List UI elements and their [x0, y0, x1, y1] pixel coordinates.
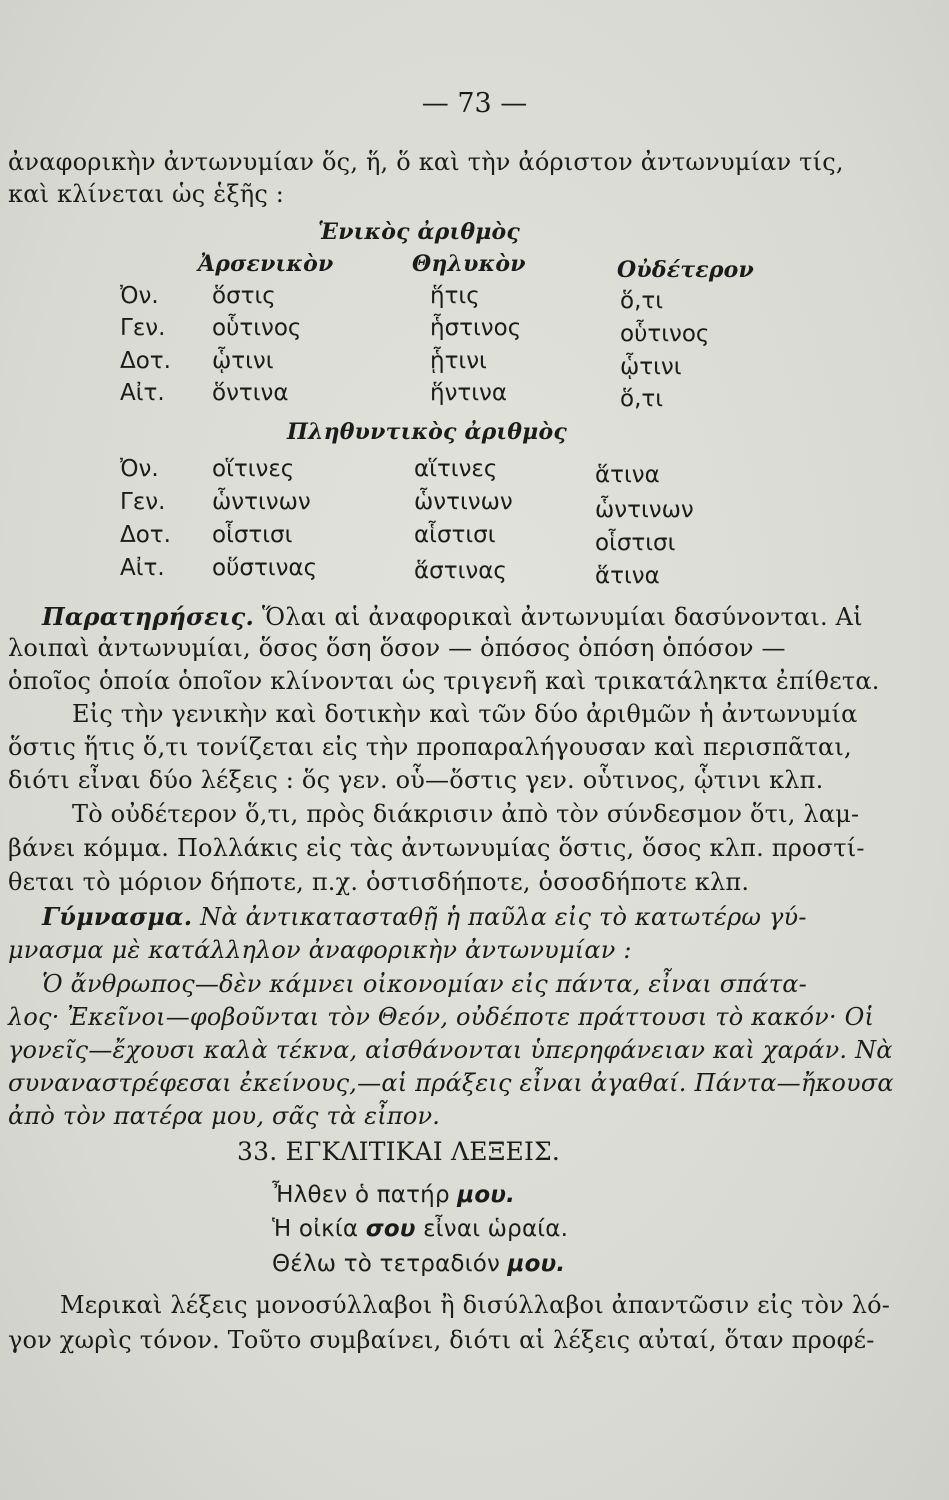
remarks-line-1 — [42, 602, 863, 631]
remarks-line-6: διότι εἶναι δύο λέξεις : ὅς γεν. οὗ—ὅστις γεν. οὗτινος, ᾧτινι κλπ. — [8, 766, 824, 794]
exercise-line-5: γονεῖς—ἔχουσι καλὰ τέκνα, αἰσθάνονται ὑπερηφάνειαν καὶ χαράν. Νὰ — [8, 1036, 893, 1064]
remarks-line-5: ὅστις ἥτις ὅ,τι τονίζεται εἰς τὴν προπαραλήγουσαν καὶ περισπᾶται, — [8, 733, 852, 761]
remarks-line-9: θεται τὸ μόριον δήποτε, π.χ. ὁστισδήποτε, ὁσοσδήποτε κλπ. — [8, 868, 750, 896]
remarks-line-2: λοιπαὶ ἀντωνυμίαι, ὅσος ὅση ὅσον — ὁπόσος ὁπόση ὁπόσον — — [8, 634, 786, 662]
example-2-enclitic: σου — [365, 1216, 416, 1242]
sg-nom-masc: ὅστις — [212, 283, 276, 309]
sg-dat-case: Δοτ. — [120, 348, 171, 374]
header-neuter: Οὐδέτερον — [617, 257, 755, 283]
pl-dat-fem: αἷστισι — [414, 522, 496, 548]
remarks-line-1-text: Ὅλαι αἱ ἀναφορικαὶ ἀντωνυμίαι δασύνονται. Αἱ — [261, 603, 863, 631]
example-2-text: Ἡ οἰκία — [272, 1216, 366, 1242]
pl-nom-masc: οἵτινες — [212, 456, 295, 482]
pl-dat-neut: οἷστισι — [595, 530, 676, 556]
pl-nom-neut: ἅτινα — [595, 462, 660, 488]
section-title: 33. ΕΓΚΛΙΤΙΚΑΙ ΛΕΞΕΙΣ. — [237, 1137, 561, 1166]
pl-nom-fem: αἵτινες — [414, 456, 498, 482]
remarks-label: Παρατηρήσεις. — [42, 602, 255, 631]
remarks-line-4: Εἰς τὴν γενικὴν καὶ δοτικὴν καὶ τῶν δύο ἀριθμῶν ἡ ἀντωνυμία — [72, 700, 858, 728]
example-3-enclitic: μου. — [507, 1251, 566, 1277]
exercise-line-1 — [42, 902, 807, 931]
closing-line-1: Μερικαὶ λέξεις μονοσύλλαβοι ἢ δισύλλαβοι ἀπαντῶσιν εἰς τὸν λό- — [60, 1291, 891, 1319]
sg-gen-case: Γεν. — [120, 315, 166, 341]
sg-nom-case: Ὀν. — [120, 283, 159, 309]
sg-dat-fem: ᾗτινι — [430, 348, 487, 374]
remarks-line-7: Τὸ οὐδέτερον ὅ,τι, πρὸς διάκρισιν ἀπὸ τὸν σύνδεσμον ὅτι, λαμ- — [72, 800, 860, 828]
exercise-line-4: λος· Ἐκεῖνοι—φοβοῦνται τὸν Θεόν, οὐδέποτε πράττουσι τὸ κακόν· Οἱ — [8, 1003, 875, 1031]
example-1 — [272, 1182, 515, 1208]
exercise-line-7: ἀπὸ τὸν πατέρα μου, σᾶς τὰ εἶπον. — [8, 1102, 441, 1130]
example-1-enclitic: μου. — [457, 1182, 516, 1208]
intro-line-1: ἀναφορικὴν ἀντωνυμίαν ὅς, ἥ, ὅ καὶ τὴν ἀόριστον ἀντωνυμίαν τίς, — [8, 148, 844, 176]
pl-dat-case: Δοτ. — [120, 522, 171, 548]
page-number: — 73 — — [421, 88, 528, 119]
example-1-text: Ἦλθεν ὁ πατήρ — [272, 1182, 458, 1208]
sg-acc-neut: ὅ,τι — [620, 386, 664, 412]
pl-nom-case: Ὀν. — [120, 456, 159, 482]
example-2-text-end: εἶναι ὡραία. — [415, 1216, 569, 1242]
example-3-text: Θέλω τὸ τετραδιόν — [272, 1251, 508, 1277]
pl-dat-masc: οἷστισι — [212, 522, 293, 548]
sg-gen-neut: οὗτινος — [620, 321, 710, 347]
example-3 — [272, 1251, 565, 1277]
header-feminine: Θηλυκὸν — [412, 251, 526, 277]
plural-heading: Πληθυντικὸς ἀριθμὸς — [287, 419, 567, 445]
example-2 — [272, 1216, 568, 1242]
exercise-label: Γύμνασμα. — [42, 902, 193, 931]
sg-dat-neut: ᾧτινι — [620, 354, 682, 380]
pl-gen-neut: ὧντινων — [595, 497, 694, 523]
pl-acc-masc: οὕστινας — [212, 555, 318, 581]
exercise-line-6: συναναστρέφεσαι ἐκείνους,—αἱ πράξεις εἶναι ἀγαθαί. Πάντα—ἤκουσα — [8, 1069, 894, 1097]
exercise-line-2: μνασμα μὲ κατάλληλον ἀναφορικὴν ἀντωνυμίαν : — [8, 936, 632, 964]
sg-acc-fem: ἥντινα — [430, 380, 508, 406]
pl-acc-neut: ἅτινα — [595, 563, 660, 589]
pl-gen-masc: ὧντινων — [212, 489, 311, 515]
sg-gen-fem: ἧστινος — [430, 315, 522, 341]
sg-acc-case: Αἰτ. — [120, 380, 165, 406]
sg-dat-masc: ᾧτινι — [212, 348, 274, 374]
pl-acc-case: Αἰτ. — [120, 555, 165, 581]
pl-gen-fem: ὧντινων — [414, 489, 513, 515]
singular-heading: Ἑνικὸς ἀριθμὸς — [318, 219, 520, 245]
pl-acc-fem: ἅστινας — [414, 558, 507, 584]
remarks-line-3: ὁποῖος ὁποία ὁποῖον κλίνονται ὡς τριγενῆ καὶ τρικατάληκτα ἐπίθετα. — [8, 667, 880, 695]
intro-line-2: καὶ κλίνεται ὡς ἑξῆς : — [8, 180, 285, 208]
exercise-line-1-text: Νὰ ἀντικατασταθῇ ἡ παῦλα εἰς τὸ κατωτέρω γύ- — [200, 903, 807, 931]
closing-line-2: γον χωρὶς τόνον. Τοῦτο συμβαίνει, διότι αἱ λέξεις αὐταί, ὅταν προφέ- — [8, 1326, 875, 1354]
header-masculine: Ἀρσενικὸν — [198, 251, 334, 277]
remarks-line-8: βάνει κόμμα. Πολλάκις εἰς τὰς ἀντωνυμίας ὅστις, ὅσος κλπ. προστί- — [8, 834, 865, 862]
sg-nom-neut: ὅ,τι — [620, 288, 664, 314]
pl-gen-case: Γεν. — [120, 489, 166, 515]
sg-nom-fem: ἥτις — [430, 283, 480, 309]
sg-gen-masc: οὗτινος — [212, 315, 302, 341]
exercise-line-3: Ὁ ἄνθρωπος—δὲν κάμνει οἰκονομίαν εἰς πάντα, εἶναι σπάτα- — [42, 970, 807, 998]
sg-acc-masc: ὅντινα — [212, 380, 289, 406]
